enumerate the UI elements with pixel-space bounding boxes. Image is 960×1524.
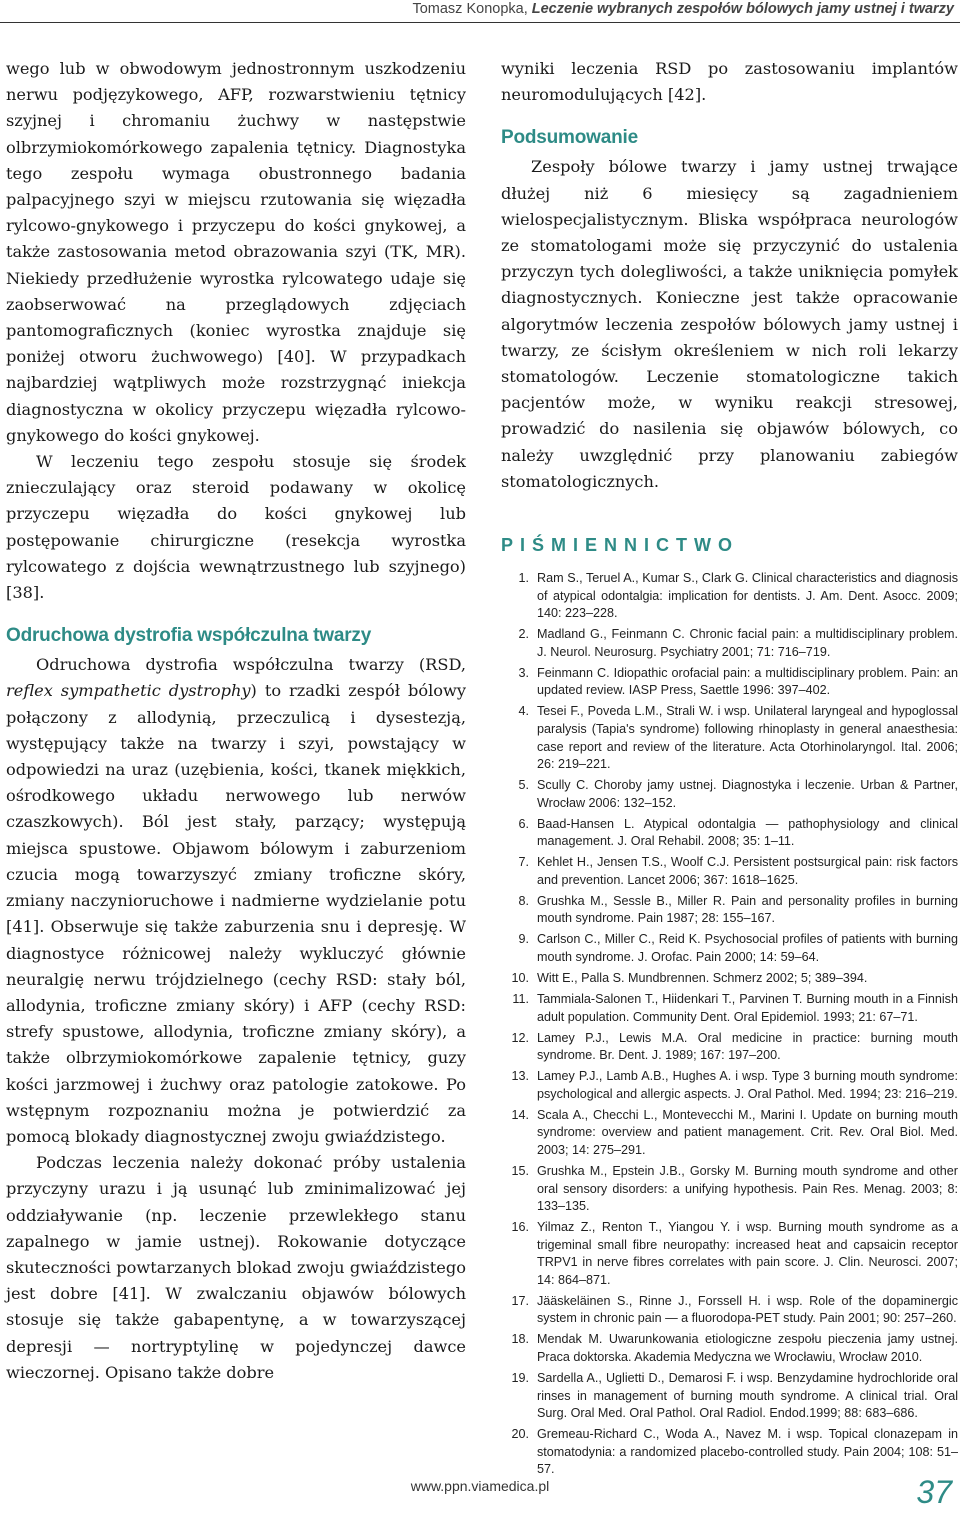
reference-item xyxy=(501,1293,958,1328)
rsd-description: ) to rzadki zespół bólowy połączony z allodynią, przeczulicą i dysestezją, występujący także na twarzy i szyi, powstający w odpowiedzi na uraz (uzębienia, kości, tkanek miękkich, ośrodkowego układu nerwowego lub nerwów czaszkowych). Ból jest stały, parzący; występują miejsca spustowe. Objawom bólowym i zaburzeniom czucia mogą towarzyszyć zmiany troficzne skóry, zmiany naczynioruchowe i nadmierne wydzielanie potu [41]. Obserwuje się także zaburzenia snu i depresję. W diagnostyce różnicowej należy wykluczyć głównie neuralgię nerwu trójdzielnego (cechy RSD: stały ból, allodynia, troficzne zmiany skóry) i AFP (cechy RSD: strefy spustowe, allodynia, troficzne zmiany skóry), a także olbrzymiokomórkowe zapalenie tętnicy, guzy kości jarzmowej i żuchwy oraz patologie zatokowe. Po wstępnym rozpoznaniu można je potwierdzić za pomocą blokady diagnostycznej zwoju gwiaździstego. xyxy=(6,681,466,1146)
reference-text: Gremeau-Richard C., Woda A., Navez M. i wsp. Topical clonazepam in stomatodynia: a randomized placebo-controlled study. Pain 2004; 108: 51–57. xyxy=(537,1427,958,1477)
reference-item xyxy=(501,1030,958,1065)
reference-text: Jääskeläinen S., Rinne J., Forssell H. i wsp. Role of the dopaminergic system in chronic pain — a fluorodopa-PET study. Pain 2001; 90: 257–260. xyxy=(537,1293,958,1326)
reference-text: Lamey P.J., Lewis M.A. Oral medicine in practice: burning mouth syndrome. Br. Dent. J. 1989; 167: 197–200. xyxy=(537,1030,958,1063)
footer-url: www.ppn.viamedica.pl xyxy=(410,1478,550,1494)
reference-item xyxy=(501,970,958,988)
reference-text: Grushka M., Epstein J.B., Gorsky M. Burning mouth syndrome and other oral sensory disorders: a unifying hypothesis. Pain Res. Menag. 2003; 8: 133–135. xyxy=(537,1163,958,1214)
rsd-intro: Odruchowa dystrofia współczulna twarzy (RSD, xyxy=(36,655,466,675)
reference-number: 16. xyxy=(511,1220,529,1235)
reference-text: Kehlet H., Jensen T.S., Woolf C.J. Persistent postsurgical pain: risk factors and prevention. Lancet 2006; 367: 1618–1625. xyxy=(537,855,958,887)
reference-item xyxy=(501,703,958,773)
reference-text: Madland G., Feinmann C. Chronic facial pain: a multidisciplinary problem. J. Neurol. Neurosurg. Psychiatry 2001; 71: 716–719. xyxy=(537,627,958,659)
reference-text: Sardella A., Uglietti D., Demarosi F. i wsp. Benzydamine hydrochloride oral rinses in management of burning mouth syndrome. A clinical trial. Oral Surg. Oral Med. Oral Pathol. Oral Radiol. Endod.1999; 88: 683–686. xyxy=(537,1371,958,1421)
reference-number: 5. xyxy=(518,778,529,793)
left-paragraph-3 xyxy=(6,652,466,1150)
reference-text: Baad-Hansen L. Atypical odontalgia — pathophysiology and clinical management. J. Oral Rehabil. 2008; 35: 1–11. xyxy=(537,816,958,849)
reference-number: 13. xyxy=(511,1069,529,1084)
reference-number: 1. xyxy=(518,571,529,586)
reference-item xyxy=(501,991,958,1026)
reference-number: 3. xyxy=(518,665,529,680)
reference-number: 8. xyxy=(518,893,529,908)
reference-number: 14. xyxy=(511,1107,529,1122)
left-paragraph-4: Podczas leczenia należy dokonać próby ustalenia przyczyny urazu i ją usunąć lub zminimalizować jej oddziaływanie (np. leczenie przewlekłego stanu zapalnego w jamie ustnej). Rokowanie dotyczące skuteczności powtarzanych blokad zwoju gwiaździstego jest dobre [41]. W zwalczaniu objawów bólowych stosuje się także gabapentynę, a w towarzyszącej depresji — nortryptylinę w pojedynczej dawce wieczornej. Opisano także dobre xyxy=(6,1153,466,1382)
running-head xyxy=(412,1,954,17)
reference-number: 15. xyxy=(511,1163,529,1178)
reference-item xyxy=(501,893,958,928)
reference-item xyxy=(501,931,958,966)
reference-number: 6. xyxy=(518,816,529,831)
reference-text: Grushka M., Sessle B., Miller R. Pain and personality profiles in burning mouth syndrome. Pain 1987; 28: 155–167. xyxy=(537,893,958,926)
reference-text: Mendak M. Uwarunkowania etiologiczne zespołu pieczenia jamy ustnej. Praca doktorska. Akademia Medyczna we Wrocławiu, Wrocław 2010. xyxy=(537,1332,958,1365)
reference-number: 18. xyxy=(511,1332,529,1347)
reference-number: 9. xyxy=(518,932,529,947)
references-list xyxy=(501,570,958,1479)
reference-item xyxy=(501,665,958,700)
reference-text: Lamey P.J., Lamb A.B., Hughes A. i wsp. Type 3 burning mouth syndrome: psychological and allergic aspects. J. Oral Pathol. Med. 1994; 23: 216–219. xyxy=(537,1069,958,1101)
reference-text: Scully C. Choroby jamy ustnej. Diagnostyka i leczenie. Urban & Partner, Wrocław 2006: 132–152. xyxy=(537,778,958,810)
reference-item xyxy=(501,1370,958,1423)
reference-number: 17. xyxy=(511,1293,529,1308)
reference-item xyxy=(501,1426,958,1479)
reference-number: 2. xyxy=(518,627,529,642)
reference-item xyxy=(501,570,958,623)
running-head-title: Leczenie wybranych zespołów bólowych jamy ustnej i twarzy xyxy=(531,1,954,17)
rsd-english-term: reflex sympathetic dystrophy xyxy=(6,681,251,701)
reference-number: 7. xyxy=(518,855,529,870)
reference-item xyxy=(501,1331,958,1366)
reference-text: Carlson C., Miller C., Reid K. Psychosocial profiles of patients with burning mouth syndrome. J. Orofac. Pain 2000; 14: 59–64. xyxy=(537,932,958,965)
header-bar xyxy=(0,0,960,23)
reference-number: 4. xyxy=(518,704,529,719)
reference-number: 12. xyxy=(511,1030,529,1045)
reference-item xyxy=(501,1219,958,1289)
references-heading: PIŚMIENNICTWO xyxy=(501,535,739,556)
running-head-author: Tomasz Konopka, xyxy=(412,1,532,17)
reference-text: Yilmaz Z., Renton T., Yiangou Y. i wsp. Burning mouth syndrome as a trigeminal small fibre neuropathy: increased heat and capsaicin receptor TRPV1 in nerve fibres correlates with pain score. J. Clin. Neurosci. 2007; 14: 864–871. xyxy=(537,1220,958,1287)
reference-number: 20. xyxy=(511,1427,529,1442)
reference-number: 19. xyxy=(511,1371,529,1386)
reference-text: Scala A., Checchi L., Montevecchi M., Marini I. Update on burning mouth syndrome: overview and patient management. Crit. Rev. Oral Biol. Med. 2003; 14: 275–291. xyxy=(537,1107,958,1157)
reference-text: Witt E., Palla S. Mundbrennen. Schmerz 2002; 5; 389–394. xyxy=(537,971,868,986)
right-paragraph-1: wyniki leczenia RSD po zastosowaniu implantów neuromodulujących [42]. xyxy=(501,59,958,105)
summary-paragraph: Zespoły bólowe twarzy i jamy ustnej trwające dłużej niż 6 miesięcy są zagadnieniem wielospecjalistycznym. Bliska współpraca neurologów ze stomatologami może się przyczynić do ustalenia przyczyn tych dolegliwości, a także uniknięcia pomyłek diagnostycznych. Konieczne jest także opracowanie algorytmów leczenia zespołów bólowych jamy ustnej i twarzy, ze ścisłym określeniem w nich roli lekarzy stomatologów. Leczenie stomatologiczne takich pacjentów może, w wyniku reakcji stresowej, prowadzić do nasilenia się objawów bólowych, co należy uwzględnić przy planowaniu zabiegów stomatologicznych. xyxy=(501,157,958,491)
reference-item xyxy=(501,854,958,889)
reference-item xyxy=(501,777,958,812)
section-heading-summary: Podsumowanie xyxy=(501,127,638,149)
reference-number: 11. xyxy=(512,992,529,1007)
left-column xyxy=(6,56,466,1386)
reference-item xyxy=(501,1163,958,1216)
reference-text: Tesei F., Poveda L.M., Strali W. i wsp. Unilateral laryngeal and hypoglossal paralysis (Tapia's syndrome) following rhinoplasty in general anaesthesia: case report and review of the literature. Acta Otorhinolaryngol. Ital. 2006; 26: 219–221. xyxy=(537,704,958,772)
right-column xyxy=(501,56,958,1482)
reference-number: 10. xyxy=(511,971,529,986)
left-paragraph-1: wego lub w obwodowym jednostronnym uszkodzeniu nerwu podjęzykowego, AFP, rozwarstwieniu tętnicy szyjnej i chromaniu żuchwy w następstwie olbrzymiokomórkowego zapalenia tętnicy. Diagnostyka tego zespołu wymaga obustronnego badania palpacyjnego szyi w miejscu rzutowania się więzadła rylcowo-gnykowego i przyczepu do kości gnykowej, a także zastosowania metod obrazowania szyi (TK, MR). Niekiedy przedłużenie wyrostka rylcowatego udaje się zaobserwować na przeglądowych zdjęciach pantomograficznych (koniec wyrostka znajduje się poniżej otworu żuchwowego) [40]. W przypadkach najbardziej wątpliwych może rozstrzygnąć iniekcja diagnostyczna w okolicy przyczepu więzadła rylcowo-gnykowego do kości gnykowej. xyxy=(6,59,466,445)
reference-item xyxy=(501,626,958,661)
left-paragraph-2: W leczeniu tego zespołu stosuje się środek znieczulający oraz steroid podawany w okolicę przyczepu więzadła do kości gnykowej lub postępowanie chirurgiczne (resekcja wyrostka rylcowatego z dojścia wewnątrzustnego lub szyjnego) [38]. xyxy=(6,452,466,603)
reference-item xyxy=(501,1107,958,1160)
reference-item xyxy=(501,816,958,851)
reference-text: Tammiala-Salonen T., Hiidenkari T., Parvinen T. Burning mouth in a Finnish adult population. Community Dent. Oral Epidemiol. 1993; 21: 67–71. xyxy=(537,992,958,1024)
reference-text: Feinmann C. Idiopathic orofacial pain: a multidisciplinary problem. Pain: an updated review. IASP Press, Saettle 1996: 397–402. xyxy=(537,665,958,698)
reference-text: Ram S., Teruel A., Kumar S., Clark G. Clinical characteristics and diagnosis of atypical odontalgia: implication for dentists. J. Am. Dent. Asocc. 2009; 140: 223–228. xyxy=(537,571,958,621)
page-number: 37 xyxy=(916,1474,952,1510)
section-heading-rsd: Odruchowa dystrofia współczulna twarzy xyxy=(6,625,372,647)
reference-item xyxy=(501,1068,958,1103)
